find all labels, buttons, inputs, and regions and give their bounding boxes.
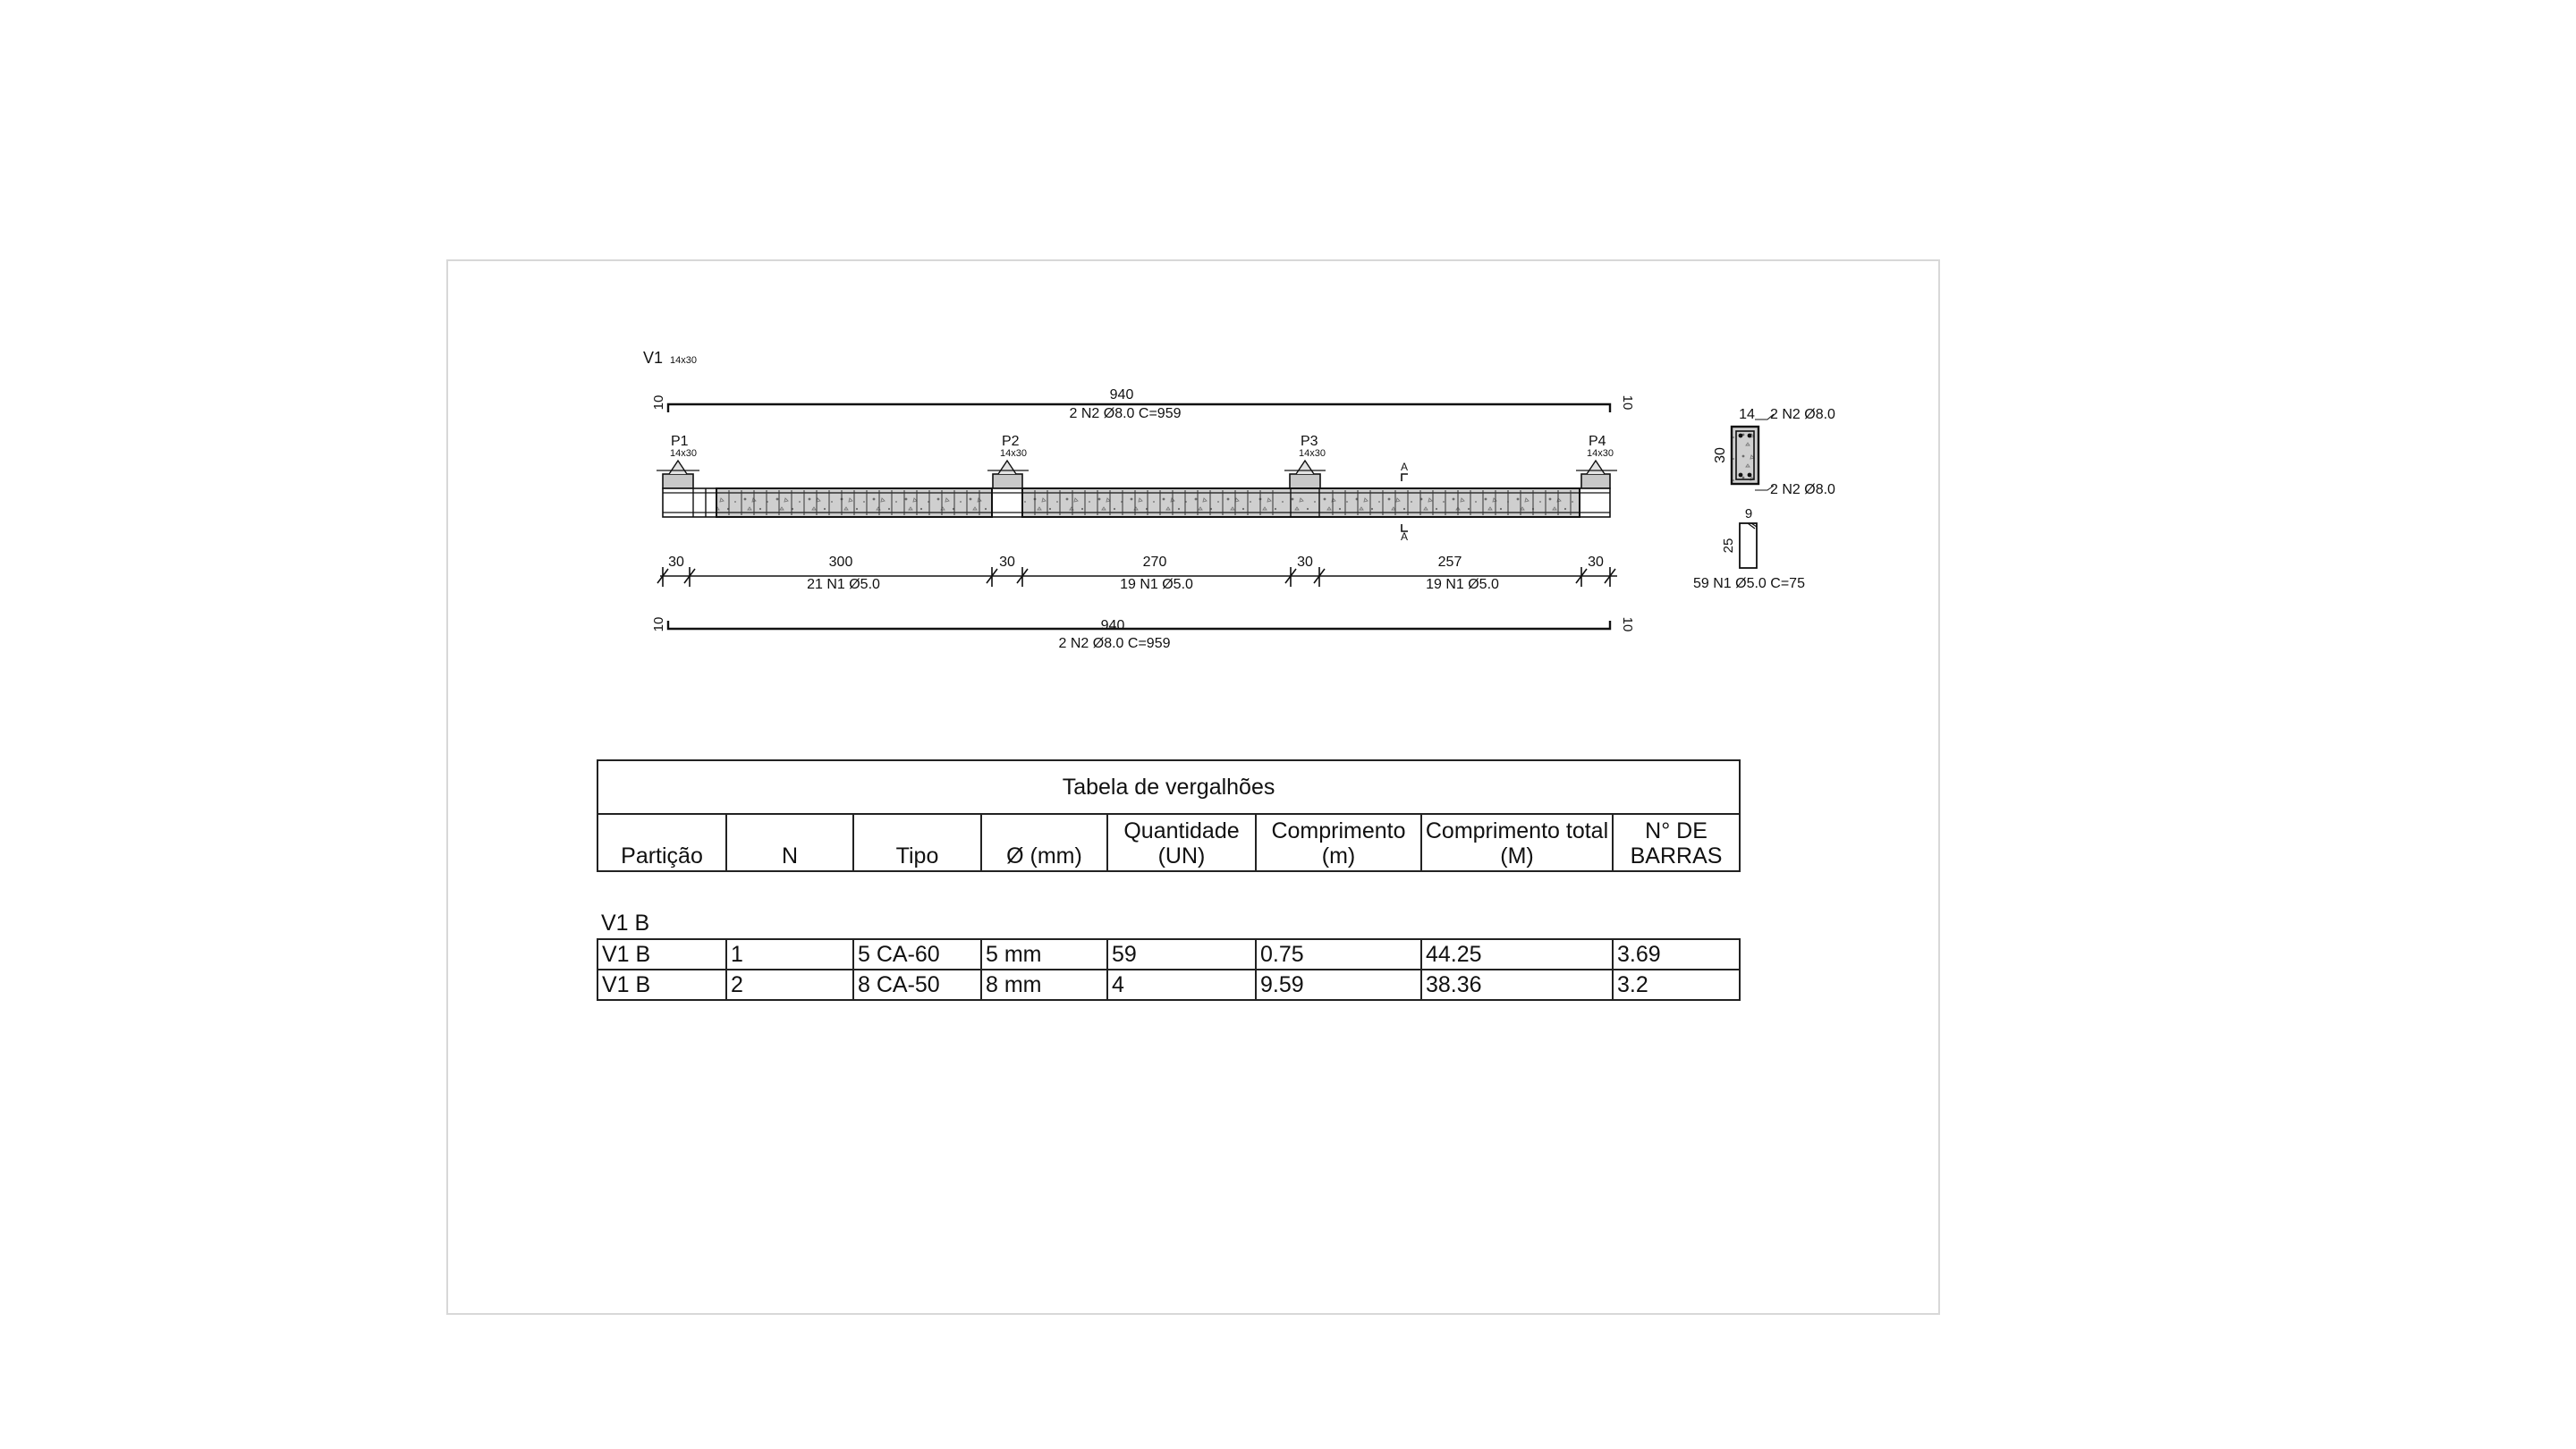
table-cell: 44.25	[1421, 939, 1613, 970]
table-cell: 4	[1107, 970, 1256, 1000]
section-cut-top: A	[1400, 461, 1409, 473]
table-row	[597, 939, 1740, 970]
section-width: 14	[1739, 407, 1755, 422]
beam-label: V1	[643, 349, 664, 367]
column-label: P1	[671, 434, 689, 449]
top-bar-length: 940	[1109, 387, 1134, 402]
table-header: N° DE BARRAS	[1613, 814, 1740, 871]
table-cell: 8 mm	[981, 970, 1107, 1000]
column-label: P3	[1301, 434, 1318, 449]
table-cell: 59	[1107, 939, 1256, 970]
table-cell: 5 CA-60	[853, 939, 981, 970]
beam-elevation	[663, 461, 1610, 543]
span-dim: 30	[1297, 555, 1313, 570]
stirrup-description: 59 N1 Ø5.0 C=75	[1693, 576, 1805, 591]
table-header: Ø (mm)	[981, 814, 1107, 871]
table-header: Quantidade (UN)	[1107, 814, 1256, 871]
table-header: Tipo	[853, 814, 981, 871]
table-cell: 1	[726, 939, 853, 970]
table-cell: V1 B	[597, 970, 726, 1000]
bottom-bar-hook-right: 10	[1620, 616, 1635, 632]
span-dim: 300	[828, 555, 853, 570]
column-section: 14x30	[1000, 448, 1027, 459]
top-bar-hook-right: 10	[1620, 394, 1635, 411]
span-dimensions	[657, 555, 1617, 592]
section-top-bars: 2 N2 Ø8.0	[1770, 407, 1835, 422]
table-cell: 3.69	[1613, 939, 1740, 970]
bottom-bar-length: 940	[1100, 618, 1125, 633]
section-height: 30	[1713, 447, 1728, 463]
table-cell: V1 B	[597, 939, 726, 970]
table-cell: 3.2	[1613, 970, 1740, 1000]
span-dim: 270	[1142, 555, 1167, 570]
top-bar-hook-left: 10	[651, 394, 666, 411]
table-header: N	[726, 814, 853, 871]
table-header: Comprimento (m)	[1256, 814, 1421, 871]
section-bottom-bars: 2 N2 Ø8.0	[1770, 482, 1835, 497]
column-section: 14x30	[670, 448, 697, 459]
column-p4	[1576, 434, 1617, 488]
rebar-table	[597, 759, 1741, 1001]
table-header: Comprimento total (M)	[1421, 814, 1613, 871]
bottom-bar	[651, 617, 1635, 651]
column-label: P4	[1589, 434, 1606, 449]
column-section: 14x30	[1587, 448, 1614, 459]
table-group-label: V1 B	[601, 910, 650, 936]
section-cut-bottom: A	[1400, 530, 1409, 543]
span-dim: 30	[1588, 555, 1604, 570]
column-p1	[657, 434, 699, 488]
table-cell: 5 mm	[981, 939, 1107, 970]
column-p3	[1284, 434, 1326, 488]
table-cell: 9.59	[1256, 970, 1421, 1000]
table-header: Partição	[597, 814, 726, 871]
span-dim: 257	[1437, 555, 1462, 570]
table-spacer	[597, 871, 1740, 908]
bottom-bar-hook-left: 10	[651, 616, 666, 632]
span-stirrups: 19 N1 Ø5.0	[1426, 577, 1499, 592]
column-section: 14x30	[1299, 448, 1326, 459]
span-dim: 30	[668, 555, 684, 570]
top-bar-description: 2 N2 Ø8.0 C=959	[1069, 406, 1182, 421]
bottom-bar-description: 2 N2 Ø8.0 C=959	[1058, 636, 1171, 651]
column-p2	[987, 434, 1029, 488]
column-label: P2	[1002, 434, 1020, 449]
table-title: Tabela de vergalhões	[597, 760, 1740, 814]
table-cell: 8 CA-50	[853, 970, 981, 1000]
beam-section: 14x30	[670, 355, 697, 366]
table-row	[597, 970, 1740, 1000]
cross-section	[1713, 407, 1835, 497]
table-cell: 0.75	[1256, 939, 1421, 970]
span-stirrups: 21 N1 Ø5.0	[807, 577, 880, 592]
table-header-row	[597, 814, 1740, 871]
span-dim: 30	[999, 555, 1015, 570]
table-cell: 38.36	[1421, 970, 1613, 1000]
stirrup-width: 9	[1744, 506, 1753, 521]
span-stirrups: 19 N1 Ø5.0	[1120, 577, 1193, 592]
stirrup-height: 25	[1721, 538, 1736, 554]
top-bar	[651, 387, 1635, 421]
table-cell: 2	[726, 970, 853, 1000]
stirrup-shape	[1693, 506, 1805, 591]
